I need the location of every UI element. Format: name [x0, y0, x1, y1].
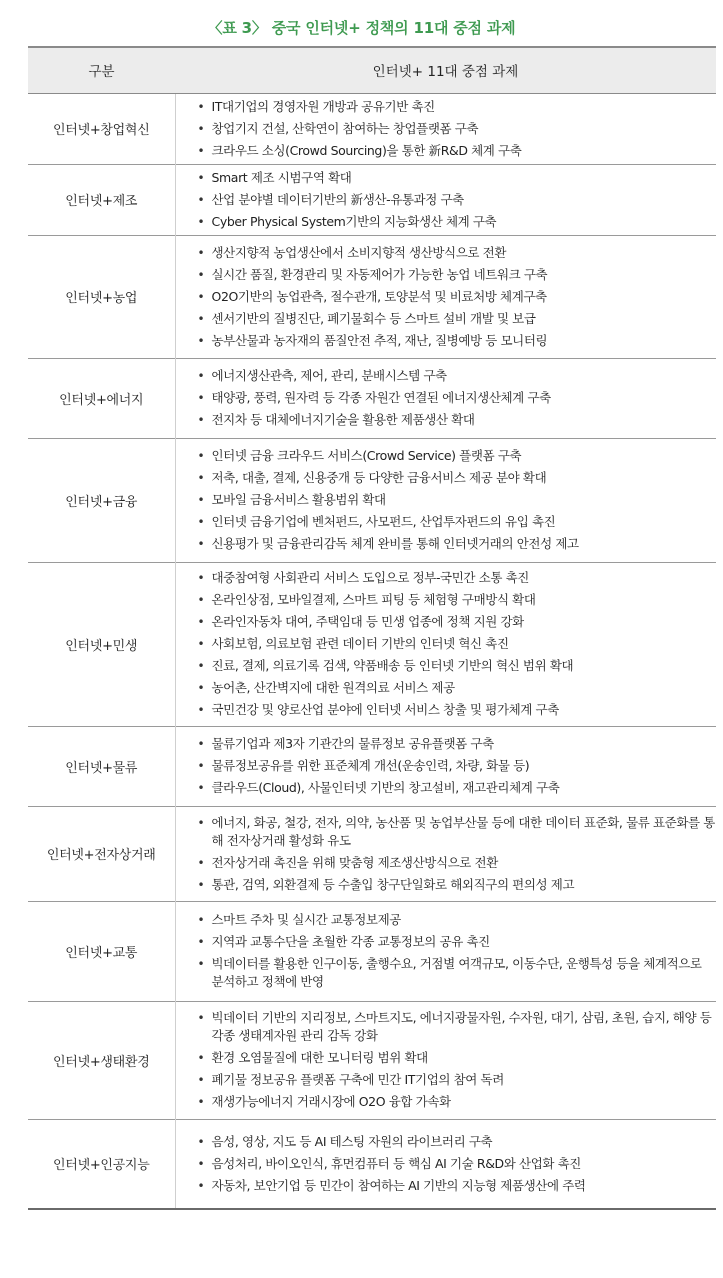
task-text: 음성처리, 바이오인식, 휴먼컴퓨터 등 핵심 AI 기술 R&D와 산업화 촉진	[211, 1155, 581, 1171]
bullet-icon: •	[197, 935, 205, 949]
bullet-icon: •	[197, 515, 205, 529]
task-list	[176, 1133, 717, 1195]
table-row	[28, 1119, 716, 1209]
bullet-icon: •	[197, 571, 205, 585]
bullet-icon: •	[197, 1051, 205, 1065]
task-text: 빅데이터를 활용한 인구이동, 출행수요, 거점별 여객규모, 이동수단, 운행특성 등을 체계적으로 분석하고 정책에 반영	[211, 956, 702, 989]
task-text: 대중참여형 사회관리 서비스 도입으로 정부-국민간 소통 촉진	[211, 570, 529, 585]
list-item	[198, 535, 717, 553]
bullet-icon: •	[197, 537, 205, 551]
bullet-icon: •	[197, 1073, 205, 1087]
bullet-icon: •	[197, 143, 205, 158]
bullet-icon: •	[197, 391, 205, 405]
bullet-icon: •	[197, 471, 205, 485]
task-text: 농부산물과 농자재의 품질안전 추적, 재난, 질병예방 등 모니터링	[211, 332, 548, 348]
bullet-icon: •	[197, 192, 205, 207]
list-item	[198, 933, 717, 951]
bullet-icon: •	[197, 449, 205, 463]
bullet-icon: •	[197, 637, 205, 651]
list-item	[198, 591, 717, 609]
row-category: 인터넷+교통	[28, 901, 175, 1001]
table-row	[28, 358, 716, 438]
table-row	[28, 164, 716, 235]
list-item	[198, 735, 717, 753]
list-item	[198, 657, 717, 675]
task-text: 인터넷 금융 크라우드 서비스(Crowd Service) 플랫폼 구축	[211, 448, 522, 463]
task-text: 센서기반의 질병진단, 폐기물회수 등 스마트 설비 개발 및 보급	[211, 310, 536, 326]
task-list	[176, 98, 717, 160]
list-item	[198, 679, 717, 697]
bullet-icon: •	[197, 737, 205, 751]
task-text: 크라우드 소싱(Crowd Sourcing)을 통한 新R&D 체계 구축	[211, 142, 522, 158]
bullet-icon: •	[197, 214, 205, 229]
bullet-icon: •	[197, 170, 205, 185]
list-item	[198, 1009, 717, 1045]
task-text: 전지차 등 대체에너지기술을 활용한 제품생산 확대	[211, 412, 475, 427]
bullet-icon: •	[197, 1095, 205, 1109]
list-item	[198, 569, 717, 587]
row-tasks	[175, 164, 716, 235]
list-item	[198, 120, 717, 138]
task-list	[176, 367, 717, 429]
list-item	[198, 1155, 717, 1173]
list-item	[198, 1093, 717, 1111]
bullet-icon: •	[197, 267, 205, 282]
list-item	[198, 779, 717, 797]
list-item	[198, 701, 717, 719]
list-item	[198, 447, 717, 465]
task-text: 창업기지 건설, 산학연이 참여하는 창업플랫폼 구축	[211, 120, 479, 136]
policy-tasks-table	[28, 46, 716, 1210]
list-item	[198, 411, 717, 429]
task-text: Smart 제조 시범구역 확대	[211, 169, 352, 185]
list-item	[198, 1177, 717, 1195]
task-list	[176, 814, 717, 894]
list-item	[198, 854, 717, 872]
bullet-icon: •	[197, 121, 205, 136]
task-text: 폐기물 정보공유 플랫폼 구축에 민간 IT기업의 참여 독려	[211, 1072, 504, 1087]
task-text: 자동차, 보안기업 등 민간이 참여하는 AI 기반의 지능형 제품생산에 주력	[211, 1177, 586, 1193]
table-row	[28, 1001, 716, 1119]
list-item	[198, 1071, 717, 1089]
list-item	[198, 613, 717, 631]
row-tasks	[175, 901, 716, 1001]
table-row	[28, 806, 716, 901]
row-category: 인터넷+물류	[28, 726, 175, 806]
list-item	[198, 169, 717, 187]
bullet-icon: •	[197, 1156, 205, 1171]
task-text: 사회보험, 의료보험 관련 데이터 기반의 인터넷 혁신 촉진	[211, 636, 509, 651]
row-tasks	[175, 438, 716, 562]
bullet-icon: •	[197, 1011, 205, 1025]
bullet-icon: •	[197, 369, 205, 383]
task-text: 물류정보공유를 위한 표준체계 개선(운송인력, 차량, 화물 등)	[211, 758, 530, 773]
list-item	[198, 191, 717, 209]
task-text: 온라인상점, 모바일결제, 스마트 피팅 등 체험형 구매방식 확대	[211, 592, 536, 607]
row-category: 인터넷+민생	[28, 562, 175, 726]
bullet-icon: •	[197, 815, 205, 830]
list-item	[198, 513, 717, 531]
task-text: 물류기업과 제3자 기관간의 물류정보 공유플랫폼 구축	[211, 736, 494, 751]
task-list	[176, 911, 717, 991]
list-item	[198, 757, 717, 775]
task-list	[176, 447, 717, 553]
task-text: 국민건강 및 양로산업 분야에 인터넷 서비스 창출 및 평가체계 구축	[211, 702, 559, 717]
table-row	[28, 93, 716, 164]
task-text: 저축, 대출, 결제, 신용중개 등 다양한 금융서비스 제공 분야 확대	[211, 470, 547, 485]
task-text: 생산지향적 농업생산에서 소비지향적 생산방식으로 전환	[211, 244, 506, 260]
table-row	[28, 562, 716, 726]
task-text: 인터넷 금융기업에 벤처펀드, 사모펀드, 산업투자펀드의 유입 촉진	[211, 514, 556, 529]
table-row	[28, 901, 716, 1001]
row-category: 인터넷+제조	[28, 164, 175, 235]
row-tasks	[175, 562, 716, 726]
list-item	[198, 288, 717, 306]
task-text: 농어촌, 산간벽지에 대한 원격의료 서비스 제공	[211, 680, 455, 695]
bullet-icon: •	[197, 615, 205, 629]
task-text: 빅데이터 기반의 지리정보, 스마트지도, 에너지광물자원, 수자원, 대기, 삼림, 초원, 습지, 해양 등 각종 생태계자원 관리 감독 강화	[211, 1010, 712, 1043]
task-list	[176, 735, 717, 797]
task-text: IT대기업의 경영자원 개방과 공유기반 촉진	[211, 98, 435, 114]
task-list	[176, 569, 717, 719]
list-item	[198, 98, 717, 116]
bullet-icon: •	[197, 99, 205, 114]
row-category: 인터넷+생태환경	[28, 1001, 175, 1119]
list-item	[198, 310, 717, 328]
bullet-icon: •	[197, 311, 205, 326]
row-tasks	[175, 1119, 716, 1209]
bullet-icon: •	[197, 1178, 205, 1193]
list-item	[198, 266, 717, 284]
table-row	[28, 235, 716, 358]
bullet-icon: •	[197, 413, 205, 427]
task-text: 에너지생산관측, 제어, 관리, 분배시스템 구축	[211, 368, 447, 383]
list-item	[198, 469, 717, 487]
list-item	[198, 142, 717, 160]
task-text: 태양광, 풍력, 원자력 등 각종 자원간 연결된 에너지생산체계 구축	[211, 390, 551, 405]
task-list	[176, 244, 717, 350]
header-tasks: 인터넷+ 11대 중점 과제	[175, 47, 716, 93]
row-category: 인터넷+창업혁신	[28, 93, 175, 164]
task-text: 환경 오염물질에 대한 모니터링 범위 확대	[211, 1050, 428, 1065]
task-text: 재생가능에너지 거래시장에 O2O 융합 가속화	[211, 1094, 451, 1109]
task-text: 스마트 주차 및 실시간 교통정보제공	[211, 912, 401, 927]
table-caption: 〈표 3〉 중국 인터넷+ 정책의 11대 중점 과제	[207, 19, 516, 37]
list-item	[198, 367, 717, 385]
task-text: 지역과 교통수단을 초월한 각종 교통정보의 공유 촉진	[211, 934, 490, 949]
bullet-icon: •	[197, 913, 205, 927]
bullet-icon: •	[197, 493, 205, 507]
task-text: 모바일 금융서비스 활용범위 확대	[211, 492, 386, 507]
task-text: 온라인자동차 대여, 주택임대 등 민생 업종에 정책 지원 강화	[211, 614, 524, 629]
task-text: 실시간 품질, 환경관리 및 자동제어가 가능한 농업 네트워크 구축	[211, 266, 548, 282]
bullet-icon: •	[197, 593, 205, 607]
table-header-row	[28, 47, 716, 93]
bullet-icon: •	[197, 1134, 205, 1149]
bullet-icon: •	[197, 877, 205, 892]
bullet-icon: •	[197, 659, 205, 673]
list-item	[198, 389, 717, 407]
row-category: 인터넷+전자상거래	[28, 806, 175, 901]
list-item	[198, 1133, 717, 1151]
task-text: 전자상거래 촉진을 위해 맞춤형 제조생산방식으로 전환	[211, 854, 498, 870]
bullet-icon: •	[197, 245, 205, 260]
task-text: 신용평가 및 금융관리감독 체계 완비를 통해 인터넷거래의 안전성 제고	[211, 536, 579, 551]
task-text: 산업 분야별 데이터기반의 新생산-유통과정 구축	[211, 191, 464, 207]
list-item	[198, 491, 717, 509]
bullet-icon: •	[197, 333, 205, 348]
row-tasks	[175, 726, 716, 806]
bullet-icon: •	[197, 957, 205, 971]
row-category: 인터넷+금융	[28, 438, 175, 562]
row-tasks	[175, 806, 716, 901]
row-category: 인터넷+에너지	[28, 358, 175, 438]
row-tasks	[175, 93, 716, 164]
list-item	[198, 955, 717, 991]
list-item	[198, 635, 717, 653]
list-item	[198, 1049, 717, 1067]
row-category: 인터넷+인공지능	[28, 1119, 175, 1209]
row-tasks	[175, 235, 716, 358]
list-item	[198, 911, 717, 929]
table-row	[28, 726, 716, 806]
bullet-icon: •	[197, 289, 205, 304]
table-row	[28, 438, 716, 562]
list-item	[198, 332, 717, 350]
bullet-icon: •	[197, 855, 205, 870]
bullet-icon: •	[197, 759, 205, 773]
list-item	[198, 213, 717, 231]
list-item	[198, 814, 717, 850]
table-body	[28, 93, 716, 1209]
header-category: 구분	[28, 47, 175, 93]
task-text: 음성, 영상, 지도 등 AI 테스팅 자원의 라이브러리 구축	[211, 1133, 493, 1149]
task-text: 클라우드(Cloud), 사물인터넷 기반의 창고설비, 재고관리체계 구축	[211, 780, 560, 795]
task-list	[176, 1009, 717, 1111]
task-text: 통관, 검역, 외환결제 등 수출입 창구단일화로 해외직구의 편의성 제고	[211, 876, 575, 892]
task-list	[176, 169, 717, 231]
task-text: O2O기반의 농업관측, 절수관개, 토양분석 및 비료처방 체계구축	[211, 288, 547, 304]
row-tasks	[175, 358, 716, 438]
bullet-icon: •	[197, 681, 205, 695]
bullet-icon: •	[197, 703, 205, 717]
list-item	[198, 876, 717, 894]
task-text: 진료, 결제, 의료기록 검색, 약품배송 등 인터넷 기반의 혁신 범위 확대	[211, 658, 574, 673]
list-item	[198, 244, 717, 262]
row-tasks	[175, 1001, 716, 1119]
bullet-icon: •	[197, 781, 205, 795]
task-text: Cyber Physical System기반의 지능화생산 체계 구축	[211, 213, 497, 229]
row-category: 인터넷+농업	[28, 235, 175, 358]
task-text: 에너지, 화공, 철강, 전자, 의약, 농산품 및 농업부산물 등에 대한 데이터 표준화, 물류 표준화를 통해 전자상거래 활성화 유도	[211, 814, 715, 848]
